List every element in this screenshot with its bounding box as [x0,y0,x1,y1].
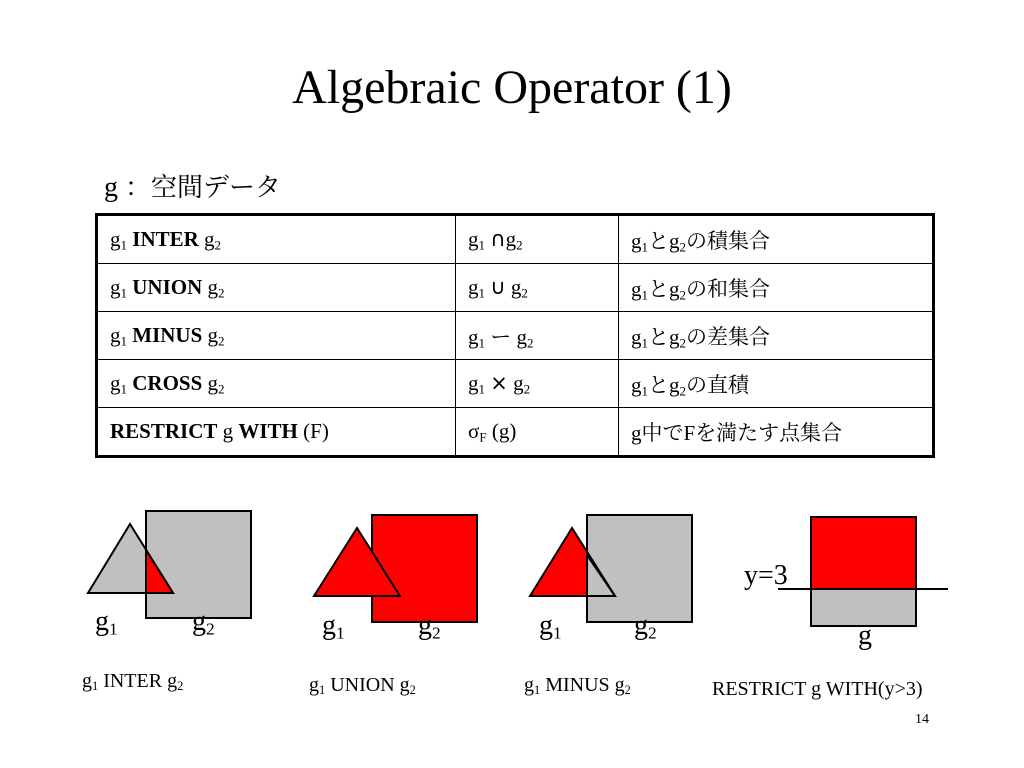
operator-description: $g_1$と$g_2$の直積 [619,360,934,408]
operator-symbol: $g_1$ ∪ $g_2$ [456,264,619,312]
restrict-diagram [778,517,948,626]
y-equals-3-label: y=3 [744,560,788,591]
inter-g2-label: $g_2$ [192,606,215,639]
subtitle-colon: ： [125,173,152,203]
minus-g1-label: $g_1$ [539,610,562,643]
operator-symbol: $g_1$ $\cap g_2$ [456,215,619,264]
caption-minus: $g_1$ MINUS $g_2$ [524,674,631,698]
operator-symbol: $g_1$ ー $g_2$ [456,312,619,360]
inter-g2-square [146,511,251,618]
restrict-g-label: g [858,620,872,651]
operator-description: g中でFを満たす点集合 [619,408,934,457]
operator-description: $g_1$と$g_2$の積集合 [619,215,934,264]
slide-title: Algebraic Operator (1) [292,61,732,114]
operator-expression: RESTRICT g WITH (F) [97,408,456,457]
operator-description: $g_1$と$g_2$の和集合 [619,264,934,312]
operator-symbol: $g_1 \times g_2$ [456,360,619,408]
minus-g2-square [587,515,692,622]
caption-restrict: RESTRICT g WITH(y>3) [712,678,923,700]
subtitle-label: 空間データ [151,173,282,203]
inter-diagram [88,511,251,618]
subtitle-symbol: g [104,172,118,203]
operator-expression: $g_1$ CROSS $g_2$ [97,360,456,408]
operator-expression: $g_1$ INTER $g_2$ [97,215,456,264]
operator-expression: $g_1$ MINUS $g_2$ [97,312,456,360]
caption-union: $g_1$ UNION $g_2$ [309,674,416,698]
operator-symbol: $\sigma_F$ (g) [456,408,619,457]
union-diagram [314,515,477,622]
caption-inter: $g_1$ INTER $g_2$ [82,670,184,694]
minus-g2-label: $g_2$ [634,610,657,643]
operator-description: $g_1$と$g_2$の差集合 [619,312,934,360]
minus-diagram [530,515,692,622]
union-g2-label: $g_2$ [418,610,441,643]
union-g2-square [372,515,477,622]
union-g1-label: $g_1$ [322,610,345,643]
inter-g1-label: $g_1$ [95,606,118,639]
restrict-g-upper [811,517,916,589]
page-number: 14 [915,712,929,727]
operator-expression: $g_1$ UNION $g_2$ [97,264,456,312]
